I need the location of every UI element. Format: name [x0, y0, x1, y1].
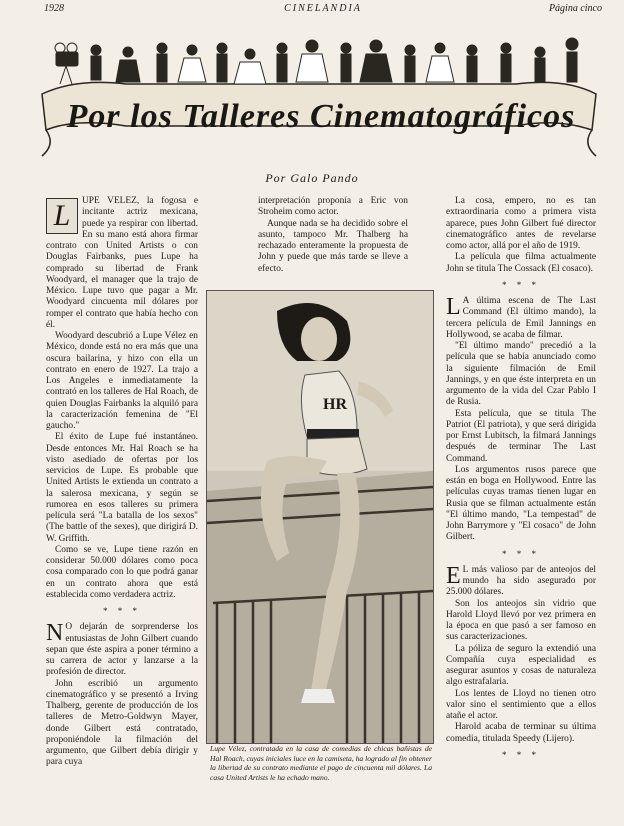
- paragraph: El éxito de Lupe fué instantáneo. Desde entonces Mr. Hal Roach se ha visto asediado de ofertas por los servicios de Lupe. Es probable que United Artists le extienda un contrato a la salerosa mexicana, y según se rumorea en esos talleres su primera película será "La batalla de los sexos" (The battle of the sexes), que dirigirá D. W. Griffith.: [46, 432, 198, 544]
- running-header: [44, 3, 602, 17]
- header-page-number: Página cinco: [548, 3, 602, 14]
- column-right: [446, 196, 596, 766]
- drop-cap-l: L: [446, 294, 461, 320]
- section-separator: * * *: [103, 606, 141, 616]
- paragraph: A última escena de The Last Command (El último mando), la tercera película de Emil Jannings en Hollywood, se acaba de filmar.: [446, 296, 596, 340]
- paragraph: La cosa, empero, no es tan extraordinaria como a primera vista aparece, pues John Gilbert fué director cinematográfico antes de revelarse como actor, allá por el año de 1919.: [446, 196, 596, 251]
- shirt-letters: HR: [323, 396, 347, 413]
- drop-cap-l: L: [46, 198, 78, 234]
- header-magazine-name: CINELANDIA: [284, 3, 362, 14]
- column-middle-top: [258, 196, 408, 275]
- paragraph: Los lentes de Lloyd no tienen otro valor sino el sentimiento que a ellos atañe el actor.: [446, 688, 596, 721]
- paragraph: Esta película, que se titula The Patriot (El patriota), y que será dirigida por Ernst Lubitsch, la filmará Jannings después de terminar The Last Command.: [446, 408, 596, 464]
- paragraph: L más valioso par de anteojos del mundo ha sido asegurado por 25.000 dólares.: [446, 564, 596, 598]
- photo-lupe-velez: [206, 290, 434, 744]
- paragraph: Aunque nada se ha decidido sobre el asunto, tampoco Mr. Thalberg ha rechazado enteramente la propuesta de John y puede que más tarde se lleve a efecto.: [258, 218, 408, 274]
- paragraph: "El último mando" precedió a la película que se había anunciado como la siguiente filmación de Emil Jannings, y en que éste interpreta en un argumento de la vida del Czar Pablo I de Rusia.: [446, 341, 596, 408]
- section-separator: * * *: [502, 548, 540, 559]
- article-byline: Por Galo Pando: [265, 171, 359, 185]
- section-separator: * * *: [502, 749, 540, 760]
- drop-cap-e: E: [446, 562, 461, 589]
- article-title: Por los Talleres Cinematográficos: [66, 98, 576, 135]
- paragraph: Woodyard descubrió a Lupe Vélez en México, donde está no era más que una oscura bailarina, y hizo con ella un contrato en enero de 1927. La trajo a Los Angeles e inmediatamente la contrató en los talleres de Hal Roach, de quien Douglas Fairbanks la alquiló para la caracterización femenina de "El gaucho.": [46, 331, 198, 431]
- column-left: [46, 196, 198, 769]
- paragraph: Harold acaba de terminar su última comedia, titulada Speedy (Lijero).: [446, 722, 596, 744]
- paragraph: Son los anteojos sin vidrio que Harold Lloyd llevó por vez primera en la época en que pasó a ser famoso en sus caracterizaciones.: [446, 598, 596, 643]
- paragraph: John escribió un argumento cinematográfico y se presentó a Irving Thalberg, gerente de producción de los talleres de Metro-Goldwyn Mayer, donde Gilbert está contratado, proponiéndole la filmación del argumento, que Gilbert debía dirigir y para cuya: [46, 678, 198, 768]
- paragraph: Los argumentos rusos parece que están en boga en Hollywood. Entre las películas cuyas tramas tienen lugar en Rusia que se filman actualmente están "El último mando, "La tempestad" de John Barrymore y "El cosaco" de John Gilbert.: [446, 464, 596, 543]
- section-separator: * * *: [502, 279, 540, 290]
- paragraph: La póliza de seguro la extendió una Compañía cuya especialidad es asegurar asuntos y cosas de naturaleza algo estrafalaria.: [446, 643, 596, 688]
- paragraph: Como se ve, Lupe tiene razón en considerar 50.000 dólares como poca cosa comparado con lo que podrá ganar en un contrato ahora que está establecida como verdadera actriz.: [46, 544, 198, 600]
- drop-cap-n: N: [46, 620, 64, 647]
- paragraph: interpretación proponía a Eric von Stroheim como actor.: [258, 196, 408, 218]
- paragraph: La película que filma actualmente John se titula The Cossack (El cosaco).: [446, 252, 596, 274]
- paragraph: UPE VELEZ, la fogosa e incitante actriz mexicana, puede ya respirar con libertad. En su mano está ahora firmar contrato con United Artists o con Douglas Fairbanks, pues Lupe ha comprado su libertad de Frank Woodyard, el manager que la trajo de México. Lupe tuvo que pagar a Mr. Woodyard cincuenta mil dólares por romper el contrato que había hecho con él.: [46, 196, 198, 330]
- paragraph: O dejarán de sorprenderse los entusiastas de John Gilbert cuando sepan que éste aspira a poner término a su carrera de actor y lanzarse a la profesión de director.: [46, 622, 198, 678]
- header-year: 1928: [44, 3, 64, 14]
- photo-caption: Lupe Vélez, contratada en la casa de comedias de chicas bañistas de Hal Roach, cuyas iniciales luce en la camiseta, ha logrado al fin obtener la libertad de su contrato mediante el pago de cincuenta mil dólares. La casa United Artists le ha echado mano.: [210, 744, 432, 782]
